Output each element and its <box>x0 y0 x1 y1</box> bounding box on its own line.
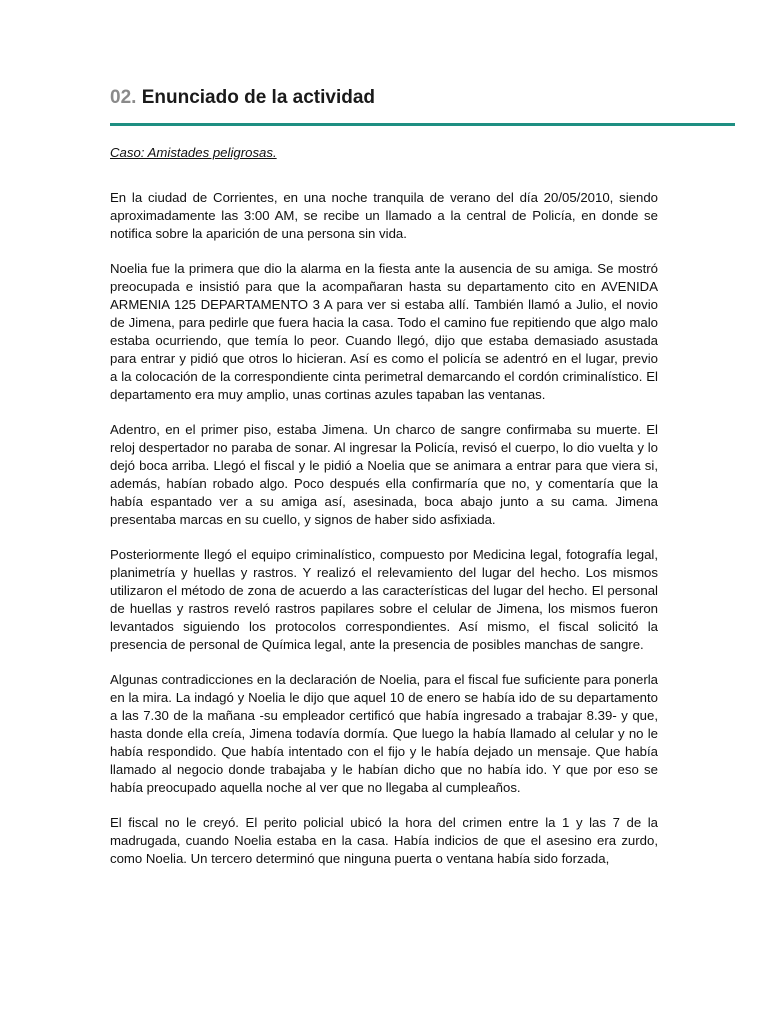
section-title <box>110 86 735 110</box>
section-header <box>110 86 735 110</box>
section-number: 02. <box>110 87 137 108</box>
paragraph-1: En la ciudad de Corrientes, en una noche tranquila de verano del día 20/05/2010, siendo aproximadamente las 3:00 AM, se recibe un llamado a la central de Policía, en donde se notifica sobre la aparición de una persona sin vida. <box>110 190 658 241</box>
paragraph-4: Posteriormente llegó el equipo criminalístico, compuesto por Medicina legal, fotografía legal, planimetría y huellas y rastros. Y realizó el relevamiento del lugar del hecho. Los mismos utilizaron el método de zona de acuerdo a las características del lugar del hecho. El personal de huellas y rastros reveló rastros papilares sobre el celular de Jimena, los mismos fueron levantados siguiendo los protocolos correspondientes. Así mismo, el fiscal solicitó la presencia de personal de Química legal, ante la presencia de posibles manchas de sangre. <box>110 547 658 652</box>
section-title-text: Enunciado de la actividad <box>141 87 376 108</box>
paragraph-5: Algunas contradicciones en la declaración de Noelia, para el fiscal fue suficiente para ponerla en la mira. La indagó y Noelia le dijo que aquel 10 de enero se había ido de su departamento a las 7.30 de la mañana -su empleador certificó que había ingresado a trabajar 8.39- y que, hasta donde ella creía, Jimena todavía dormía. Que luego la había llamado al celular y no le había respondido. Que había intentado con el fijo y le había dejado un mensaje. Que había llamado al negocio donde trabajaba y le habían dicho que no había ido. Y que por eso se había preocupado aquella noche al ver que no llegaba al cumpleaños. <box>110 672 658 795</box>
header-divider <box>110 123 735 126</box>
paragraph-2: Noelia fue la primera que dio la alarma en la fiesta ante la ausencia de su amiga. Se mostró preocupada e insistió para que la acompañaran hasta su departamento cito en AVENIDA ARMENIA 125 DEPARTAMENTO 3 A para ver si estaba allí. También llamó a Julio, el novio de Jimena, para pedirle que fuera hacia la casa. Todo el camino fue repitiendo que algo malo estaba ocurriendo, que temía lo peor. Cuando llegó, dijo que estaba demasiado asustada para entrar y pidió que otros lo hicieran. Así es como el policía se adentró en el lugar, previo a la colocación de la correspondiente cinta perimetral demarcando el cordón criminalístico. El departamento era muy amplio, unas cortinas azules tapaban las ventanas. <box>110 261 658 402</box>
paragraph-6: El fiscal no le creyó. El perito policial ubicó la hora del crimen entre la 1 y las 7 de la madrugada, cuando Noelia estaba en la casa. Había indicios de que el asesino era zurdo, como Noelia. Un tercero determinó que ninguna puerta o ventana había sido forzada, <box>110 815 658 866</box>
case-title: Caso: Amistades peligrosas. <box>110 145 277 160</box>
paragraph-3: Adentro, en el primer piso, estaba Jimena. Un charco de sangre confirmaba su muerte. El reloj despertador no paraba de sonar. Al ingresar la Policía, revisó el cuerpo, lo dio vuelta y lo dejó boca arriba. Llegó el fiscal y le pidió a Noelia que se animara a entrar para que viera si, además, habían robado algo. Poco después ella confirmaría que no, y comentaría que la había espantado ver a su amiga así, asesinada, boca abajo junto a su cama. Jimena presentaba marcas en su cuello, y signos de haber sido asfixiada. <box>110 422 658 527</box>
document-body <box>110 144 658 885</box>
